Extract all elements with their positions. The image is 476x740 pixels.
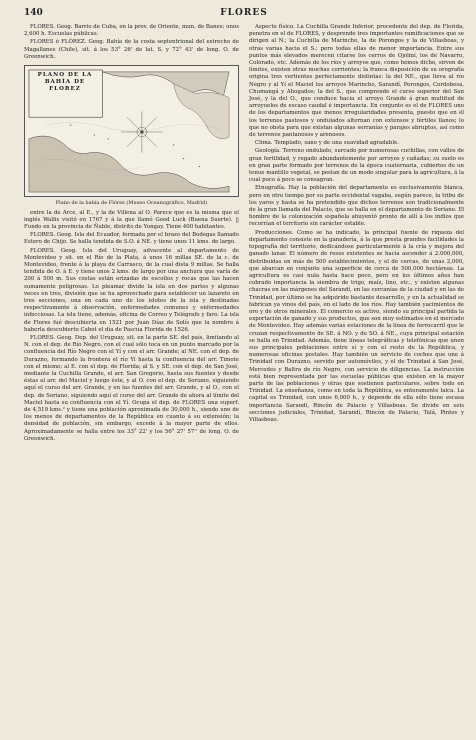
entry-paragraph: Geología. Terreno ondulado, surcado por numerosas cuchillas, con valles de gran fertilidad, y regado abundantemente por arroyos y cañadas; su suelo es en gran parte formado por terrenos de la época cuaternaria, cubiertos de un tenue mantillo vegetal, se pestan de un modo singular para la agricultura, á la cual poco á poco se consagran. [249,148,464,184]
page-number: 140 [24,8,43,18]
compass-rose-icon [121,111,163,152]
entry-paragraph: FLORES. Geog. Dep. del Uruguay, sit. en la parte SE. del país, limitando al N. con el dep. de Río Negro, con el cual sólo toca en un punto marcado por la confluencia del Río Negro con el Yí y con el arr. Grande; al NE. con el dep. de Durazno, formando la frontera el río Yí hasta la confluencia del arr. Timote con el mismo; al E. con el dep. de Florida; al S. y SE. con el dep. de San José, mediante la Cuchilla Grande, el arr. San Gregorio, hasta sus fuentes y desde éstas al arr. del Maciel y luego éste, y al O. con el dep. de Soriano, siguiendo aquí el curso del arr. Grande, y en las fuentes del arr. Grande, y al O., con el dep. de Soriano, siguiendo aquí el curso del arr. Grande de ahora al límite del Maciel hasta su confluencia con el Yí. Ocupa el dep. de FLORES una superf. de 4,519 kms.² y tiene una población aproximada de 30,000 h., siendo uno de los menos de departamentos de la República en cuanto á su extensión; la densidad de población, sin embargo, excede á la mayor parte de ellos. Aproximadamente se halla entre los 33° 22' y los 56° 27' 57'' de long. O. de Greenwich. [24,334,239,442]
right-column [249,24,464,444]
entry-paragraph: FLORES. Geog. Isla del Uruguay, advacente al departamento de Montevideo y sit. en el Río de la Plata, á unos 16 millas SE. de la c. de Montevideo, frente á la playa de Carrasco, de la cual dista 9 millas. Se halla tendida de O. á E. y tiene unos 2 kms. de largo por una anchura que varía de 200 á 500 m. Sus costas están erizadas de escollos y rocas que las hacen sumamente peligrosas. Lo pleamar divide la isla en dos partes y algunas veces en tres, división que se ha aprovechado para establecer un lazareto en tres secciones, una en cada uno de los islotes de la isla y destinadas respectivamente á observación, enfermedades comunes y enfermedades infecciosas. La isla tiene, además, oficina de Correo y Telégrafo y faro. La isla de Flores fué descubierta en 1521 por Juan Díaz de Solís que la nombre á haberla descubierto Cabot el día de Pascua Florida de 1526. [24,247,239,333]
entry-paragraph: FLORES. Geog. Isla del Ecuador, formada por el brazo del Bodegas llamado Estero de Chijo. Se halla tendida de S.O. á NE. y tiene unos 11 kms. de largo. [24,232,239,246]
page-header [24,6,464,24]
two-column-body [24,24,464,444]
page-bottom-margin [0,716,476,740]
entry-paragraph: FLORES ó FLÓREZ. Geog. Bahía de la costa septentrional del estrecho de Magallanes (Chile), sit. á los 53° 26' de lat. S. y 72° 43' de long. O. de Greenwich. [24,39,239,60]
map-caption: Plano de la bahía de Flórez (Museo Oceanográfico, Madrid) [55,200,208,207]
running-head: FLORES [220,8,268,18]
entry-paragraph: Producciones. Como se ha indicado, la principal fuente de riqueza del departamento consiste en la ganadería, á la que presta grandes facilidades la topografía del territorio, dedicándose particularmente á la cría y mejora del ganado lanar. El número de reses existentes se hacía ascender á 2.000,000, distribuidas en más de 500 establecimientos, y el de cercas, de unas 2,000, que abarcan en conjunto una superficie de cerca de 500,000 hectáreas. La agricultura es casi nula hasta hace poco, pero en los últimos años han cobrado importancia la siembra de trigo, maíz, lino, etc., y existen algunas chacras en las márgenes del Sarandí, en las cercanías de la ciudad y en las de Trinidad, por último se ha adquirido bastante desarrollo, y en la actualidad se fabrican ya vinos del país, en el lado de los ríos. Hay también yacimientos de oro y de otros minerales. El comercio es activo, siendo su principal partida la exportación de ganado y sus productos, que son muy estimados en el mercado de Montevideo. Hay además varias estaciones de la línea de ferrocarril que le cruzan respectivamente de SE. á NO. y de SO. á NE., cuya principal estación se halla en Trinidad. Además, tiene líneas telegráficas y telefónicas que unen sus principales poblaciones entre sí y con el resto de la República, y numerosas oficinas postales. Hay también un servicio de coches que une á Trinidad con Durazno, servido por automóviles, y el de Trinidad á San José, Mercedes y Baltra de río Negro, con servicio de diligencias. La instrucción está bien representada por las escuelas públicas que existen en la mayor parte de las poblaciones y otras que sostienen particulares, sobre todo en Trinidad. La enseñanza, como en toda la República, es enteramente laica. La capital es Trinidad, con unos 6,000 h., y depende de ella sólo tiene escasa importancia Sarandí, Rincón de Palacio y Villasboas. Se divide en seis secciones judiciales, Trinidad, Sarandí, Rincón de Palacio, Talá, Pintos y Villasboas. [249,229,464,423]
coastline-south [29,136,229,192]
entry-paragraph: Aspecto físico. La Cuchilla Grande Inferior, procedente del dep. de Florida, penetra en el de FLORES, y desprende tres importantes ramificaciones que se dirigen al N.; la Cuchilla de Marincho, la de Porongos y la de Villasboas, y otras varias hacia el S.; pero todas ellas de menor importancia. Entre sus puntos más elevados merecen citarse los cerros de Ojolmí, los de Navarro, Colorado, etc. Además de los ríos y arroyos que, como hemos dicho, sirven de límites, existen otras muchas corrientes; la franca disposición de su orografía origina tres vertientes perfectamente distintas: la del NE., que lleva al río Negro y al Yí el Maciel los arroyos Marincho, Sarandí, Porongos, Cordobesa, Chumangá y Ahogados; la del S., que comprende el curso superior del San José, y la del O., que conduce hacia el arroyo Grande á gran multitud de arroyuelos de escaso caudal é importancia. En conjunto es el de FLORES uno de los departamentos que menos irregularidades presenta, puesto que en él los terrenos pastosos y ondulados alternan con extensos y fértiles llanos; lo que no obsta para que existan algunas serranías y parajes abruptos, así como de terrenos pantanosos y arenosos. [249,24,464,139]
map-figure [24,65,239,197]
sounding-line [45,123,219,131]
entry-paragraph: entre la de Arce, al E., y la de Villena al O. Parece que es la misma que el inglés Wallis visitó en 1767 y á la que llamó Good Luck (Buena Suerte). || Fundo en la provincia de Ñuble, distrito de Yungay. Tiene 400 habitantes. [24,209,239,230]
left-column [24,24,239,444]
entry-paragraph: FLORES. Geog. Barrio de Cuba, en la prov. de Oriente, mun. de Banes; unos 2,600 h. Escuelas públicas. [24,24,239,38]
entry-paragraph: Etnografía. Hay la población del departamento es exclusivamente blanca, pero en otro tiempo por su parte occidental vagaba, según parece, la tribu de los yaros y hasta se ha pretendido que dichos terrenos son tradicionalmente de la gran llamada del Palacio, que se halla en el departamento de Soriano. El hombre de la colonización española ahuyentó pronto de allí á los indios que recorrían el territorio sin carácter estable. [249,185,464,228]
map-title: PLANO DE LA BAHÍA DE FLOREZ [37,72,93,93]
entry-paragraph: Clima. Templado, sano y de una suavidad agradable. [255,140,399,147]
